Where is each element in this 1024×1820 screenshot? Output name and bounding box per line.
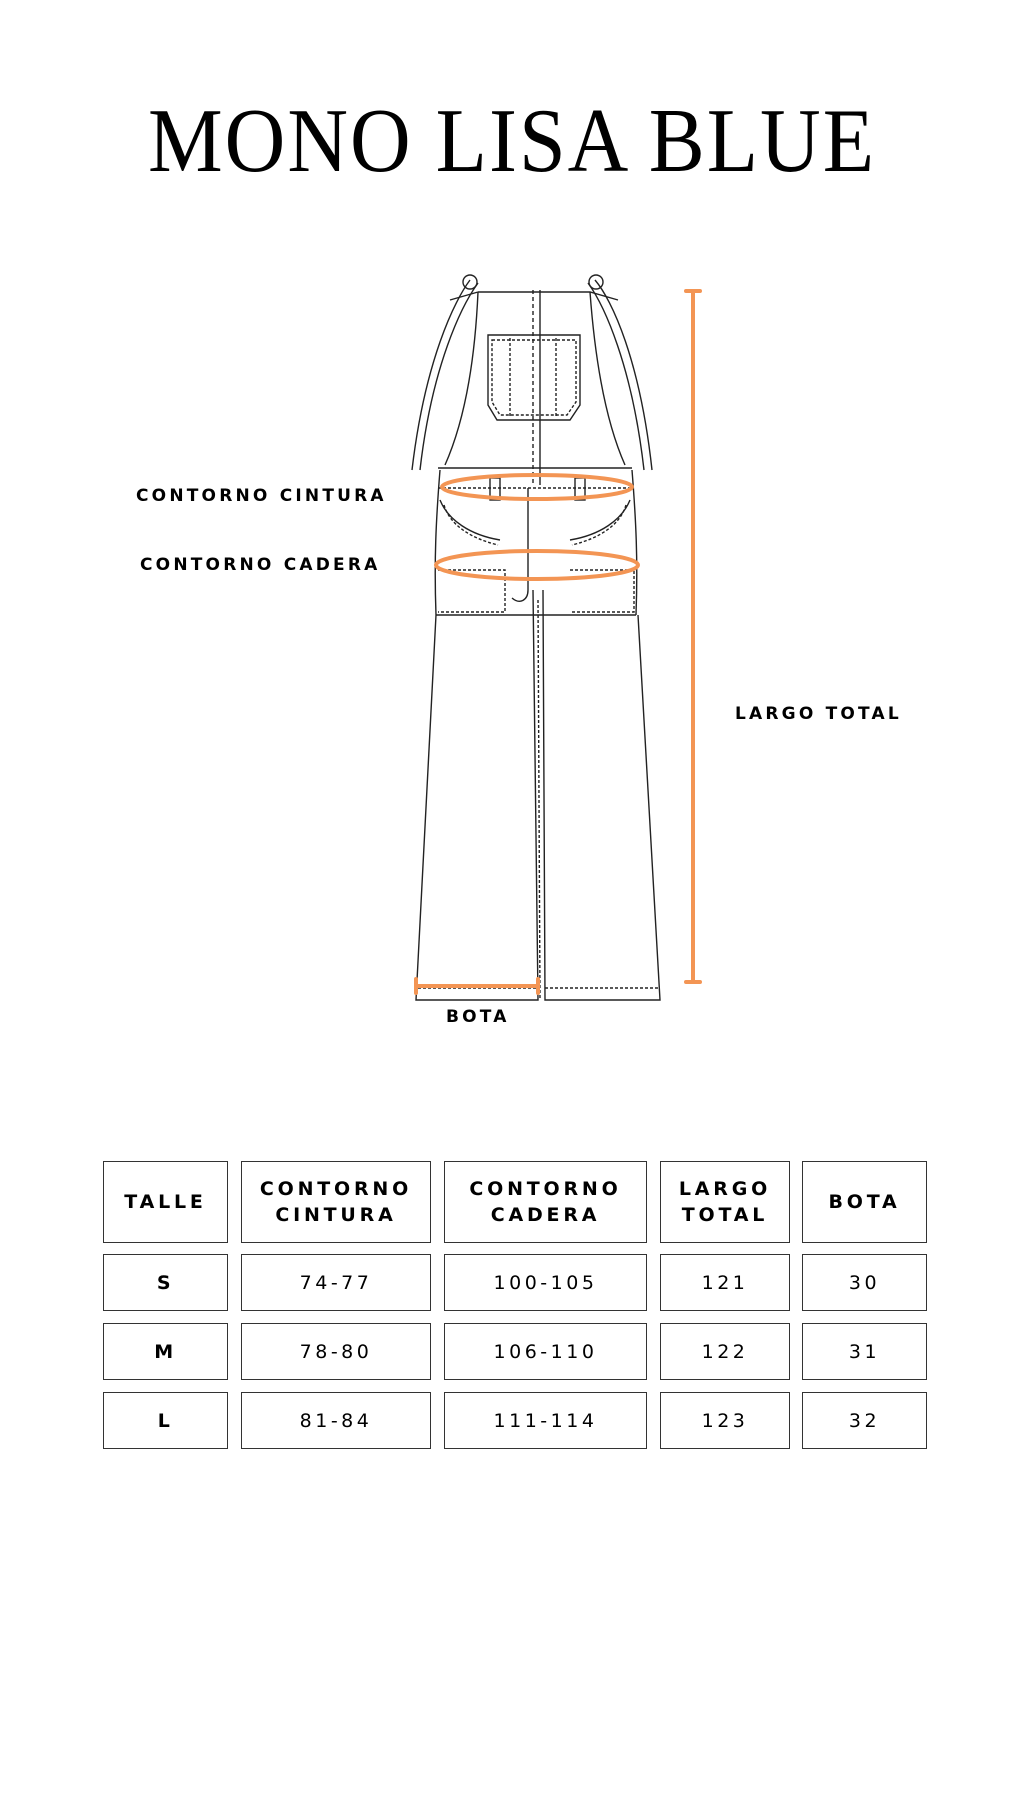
header-label: BOTA xyxy=(828,1191,901,1213)
header-largo-total xyxy=(660,1161,790,1243)
header-label: LARGO TOTAL xyxy=(678,1178,772,1226)
cell-contorno-cintura: 81-84 xyxy=(241,1392,431,1449)
header-label: CONTORNO CADERA xyxy=(469,1178,622,1226)
header-bota xyxy=(802,1161,927,1243)
cell-largo-total: 123 xyxy=(660,1392,790,1449)
cell-bota: 31 xyxy=(802,1323,927,1380)
hem-label: BOTA xyxy=(446,1007,510,1027)
header-talle xyxy=(103,1161,228,1243)
overalls-drawing xyxy=(412,275,660,1000)
cell-contorno-cadera: 100-105 xyxy=(444,1254,647,1311)
cell-bota: 30 xyxy=(802,1254,927,1311)
header-contorno-cintura xyxy=(241,1161,431,1243)
hip-label: CONTORNO CADERA xyxy=(140,555,381,575)
header-label: CONTORNO CINTURA xyxy=(259,1178,413,1226)
hip-measure-ellipse xyxy=(436,551,638,579)
cell-talle: L xyxy=(103,1392,228,1449)
cell-talle: M xyxy=(103,1323,228,1380)
cell-contorno-cadera: 111-114 xyxy=(444,1392,647,1449)
measurement-lines xyxy=(416,291,700,993)
cell-contorno-cintura: 74-77 xyxy=(241,1254,431,1311)
cell-largo-total: 121 xyxy=(660,1254,790,1311)
cell-contorno-cadera: 106-110 xyxy=(444,1323,647,1380)
cell-talle: S xyxy=(103,1254,228,1311)
cell-contorno-cintura: 78-80 xyxy=(241,1323,431,1380)
waist-measure-ellipse xyxy=(442,475,632,499)
header-contorno-cadera xyxy=(444,1161,647,1243)
cell-largo-total: 122 xyxy=(660,1323,790,1380)
waist-label: CONTORNO CINTURA xyxy=(136,486,387,506)
header-label: TALLE xyxy=(124,1191,207,1213)
cell-bota: 32 xyxy=(802,1392,927,1449)
page-title: MONO LISA BLUE xyxy=(147,91,876,192)
length-label: LARGO TOTAL xyxy=(735,704,902,724)
